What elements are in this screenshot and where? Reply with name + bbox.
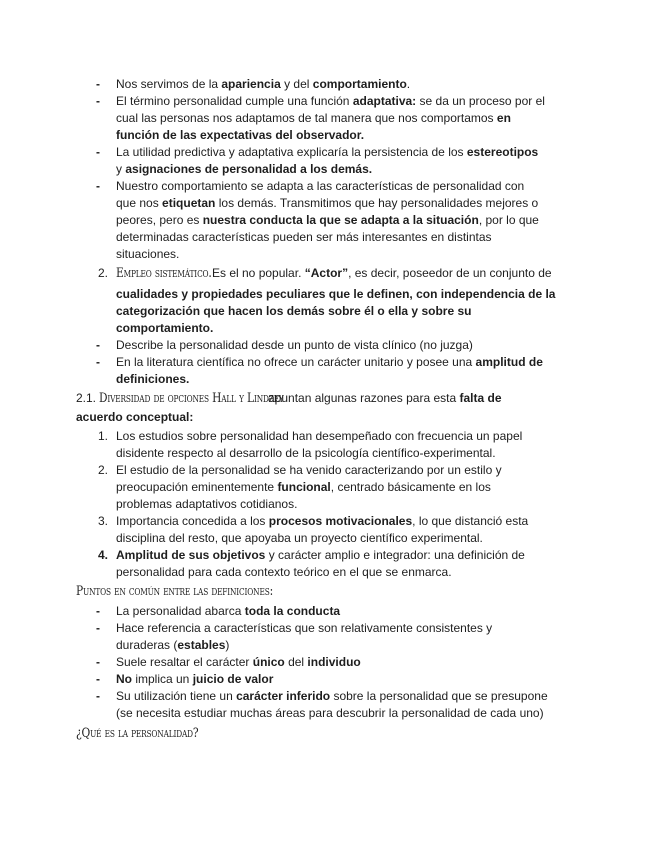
bullet-item-line	[116, 195, 538, 212]
bullet-dash: -	[96, 338, 100, 352]
bullet-item-line	[116, 337, 473, 354]
bullet-dash: -	[96, 655, 100, 669]
final-heading: ¿Qué es la personalidad?	[76, 726, 199, 741]
section-2-1-line2	[76, 409, 193, 426]
bullet-item-line	[116, 161, 372, 178]
item2-line	[116, 303, 471, 320]
text-run: disidente respecto al desarrollo de la psicología científico-experimental.	[116, 446, 496, 460]
text-run: Describe la personalidad desde un punto de vista clínico (no juzga)	[116, 338, 473, 352]
text-run: y del	[280, 77, 313, 91]
text-run: )	[225, 638, 230, 652]
bullet-item-line	[116, 229, 492, 246]
bold-text: comportamiento.	[116, 321, 214, 335]
text-run: Importancia concedida a los	[116, 514, 269, 528]
bullet-item-line	[116, 603, 340, 620]
text-run: La utilidad predictiva y adaptativa explicaría la persistencia de los	[116, 145, 467, 159]
list-number: 4.	[98, 548, 109, 562]
numbered-item-line	[116, 547, 525, 564]
bullet-dash: -	[96, 94, 100, 108]
bold-text: nuestra conducta la que se adapta a la situación	[202, 213, 479, 227]
text-run: El estudio de la personalidad se ha venido caracterizando por un estilo y	[116, 463, 502, 477]
text-run: y	[116, 162, 126, 176]
text-run: Nuestro comportamiento se adapta a las características de personalidad con	[116, 179, 525, 193]
bold-text: individuo	[307, 655, 361, 669]
item2-line	[116, 320, 213, 337]
bold-text: estables	[177, 638, 226, 652]
text-run: Hace referencia a características que son relativamente consistentes y	[116, 621, 493, 635]
text-run: los demás. Transmitimos que hay personalidades mejores o	[215, 196, 539, 210]
text-run: Su utilización tiene un	[116, 689, 237, 703]
text-run: preocupación eminentemente	[116, 480, 278, 494]
text-run: duraderas (	[116, 638, 178, 652]
bullet-item-line	[116, 637, 229, 654]
text-run: y carácter amplio e integrador: una definición de	[265, 548, 525, 562]
bold-text: juicio de valor	[192, 672, 274, 686]
text-run: sobre la personalidad que se presupone	[330, 689, 548, 703]
text-run: problemas adaptativos cotidianos.	[116, 497, 298, 511]
text-run: La personalidad abarca	[116, 604, 245, 618]
bullet-item-line	[116, 212, 539, 229]
item2-heading: Empleo sistemático.	[116, 266, 212, 281]
bold-text: procesos motivacionales	[268, 514, 413, 528]
bold-text: comportamiento	[312, 77, 407, 91]
text-run: determinadas características pueden ser más interesantes en distintas	[116, 230, 492, 244]
bullet-dash: -	[96, 604, 100, 618]
bullet-item-line	[116, 127, 364, 144]
text-run: Es el no popular.	[212, 266, 305, 280]
text-run: , centrado básicamente en los	[330, 480, 491, 494]
numbered-item-line	[116, 479, 491, 496]
bold-text: apariencia	[221, 77, 281, 91]
text-run: disciplina del resto, que apoyaba un proyecto científico experimental.	[116, 531, 483, 545]
numbered-item-line	[116, 513, 528, 530]
bullet-dash: -	[96, 689, 100, 703]
numbered-item-line	[116, 445, 496, 462]
bullet-item-line	[116, 620, 492, 637]
text-run: , lo que distanció esta	[412, 514, 529, 528]
text-run: se da un proceso por el	[416, 94, 545, 108]
numbered-item-line	[116, 530, 483, 547]
bullet-item-line	[116, 705, 544, 722]
list-number: 3.	[98, 514, 109, 528]
bold-text: categorización que hacen los demás sobre él o ella y sobre su	[116, 304, 472, 318]
text-run: implica un	[132, 672, 193, 686]
list-number: 1.	[98, 429, 109, 443]
list-number: 2.	[98, 266, 109, 280]
bold-text: en	[496, 111, 511, 125]
numbered-item-line	[116, 496, 297, 513]
list-number: 2.	[98, 463, 109, 477]
section-2-1-rest	[268, 390, 502, 407]
bold-text: función de las expectativas del observador.	[116, 128, 365, 142]
text-run: En la literatura científica no ofrece un carácter unitario y posee una	[116, 355, 476, 369]
bullet-dash: -	[96, 355, 100, 369]
bold-text: definiciones.	[116, 372, 190, 386]
text-run: Los estudios sobre personalidad han desempeñado con frecuencia un papel	[116, 429, 523, 443]
bullet-item-line	[116, 144, 538, 161]
bold-text: único	[252, 655, 285, 669]
bullet-item-line	[116, 688, 548, 705]
text-run: , por lo que	[478, 213, 539, 227]
bold-text: funcional	[277, 480, 331, 494]
text-run: Suele resaltar el carácter	[116, 655, 253, 669]
section-heading: Diversidad de opciones Hall y Lindzey	[99, 391, 285, 406]
bullet-item-line	[116, 354, 543, 371]
text-run: (se necesita estudiar muchas áreas para descubrir la personalidad de cada uno)	[116, 706, 544, 720]
bold-text: Amplitud de sus objetivos	[116, 548, 266, 562]
bullet-item-line	[116, 671, 273, 688]
text-run: El término personalidad cumple una función	[116, 94, 353, 108]
bullet-dash: -	[96, 621, 100, 635]
bullet-dash: -	[96, 145, 100, 159]
bold-text: etiquetan	[162, 196, 216, 210]
bold-text: No	[116, 672, 132, 686]
numbered-item-line	[116, 428, 522, 445]
bold-text: asignaciones de personalidad a los demás.	[125, 162, 373, 176]
text-run: , es decir, poseedor de un conjunto de	[348, 266, 552, 280]
text-run: Nos servimos de la	[116, 77, 222, 91]
text-run: cual las personas nos adaptamos de tal manera que nos comportamos	[116, 111, 497, 125]
bullet-item-line	[116, 110, 511, 127]
section-number: 2.1.	[76, 391, 97, 405]
bold-text: adaptativa:	[352, 94, 417, 108]
numbered-item-line	[116, 462, 502, 479]
item2-rest	[212, 265, 552, 282]
bullet-item-line	[116, 654, 361, 671]
text-run: peores, pero es	[116, 213, 203, 227]
text-run: apuntan algunas razones para esta	[268, 391, 460, 405]
text-run: personalidad para cada contexto teórico en el que se enmarca.	[116, 565, 452, 579]
bold-text: acuerdo conceptual:	[76, 410, 194, 424]
bullet-item-line	[116, 246, 179, 263]
final-heading-line	[76, 725, 225, 742]
bullet-dash: -	[96, 77, 100, 91]
bullet-item	[116, 76, 410, 93]
handwritten-heading: Puntos en común entre las definiciones:	[76, 584, 274, 599]
item2-line	[116, 265, 552, 282]
bold-text: cualidades y propiedades peculiares que le definen, con independencia de la	[116, 287, 556, 301]
bold-text: “Actor”	[304, 266, 349, 280]
bullet-dash: -	[96, 179, 100, 193]
text-run: .	[406, 77, 411, 91]
bullet-item-line	[116, 93, 545, 110]
bold-text: estereotipos	[466, 145, 539, 159]
item2-line	[116, 286, 555, 303]
bold-text: amplitud de	[475, 355, 543, 369]
text-run: situaciones.	[116, 247, 180, 261]
text-run: del	[284, 655, 308, 669]
bullet-item-line	[116, 178, 524, 195]
common-points-heading	[76, 583, 316, 600]
numbered-item-line	[116, 564, 452, 581]
text-run: que nos	[116, 196, 163, 210]
bold-text: toda la conducta	[244, 604, 341, 618]
bold-text: carácter inferido	[236, 689, 331, 703]
bullet-item-line	[116, 371, 189, 388]
bullet-dash: -	[96, 672, 100, 686]
bold-text: falta de	[459, 391, 502, 405]
section-2-1-line	[76, 390, 502, 407]
